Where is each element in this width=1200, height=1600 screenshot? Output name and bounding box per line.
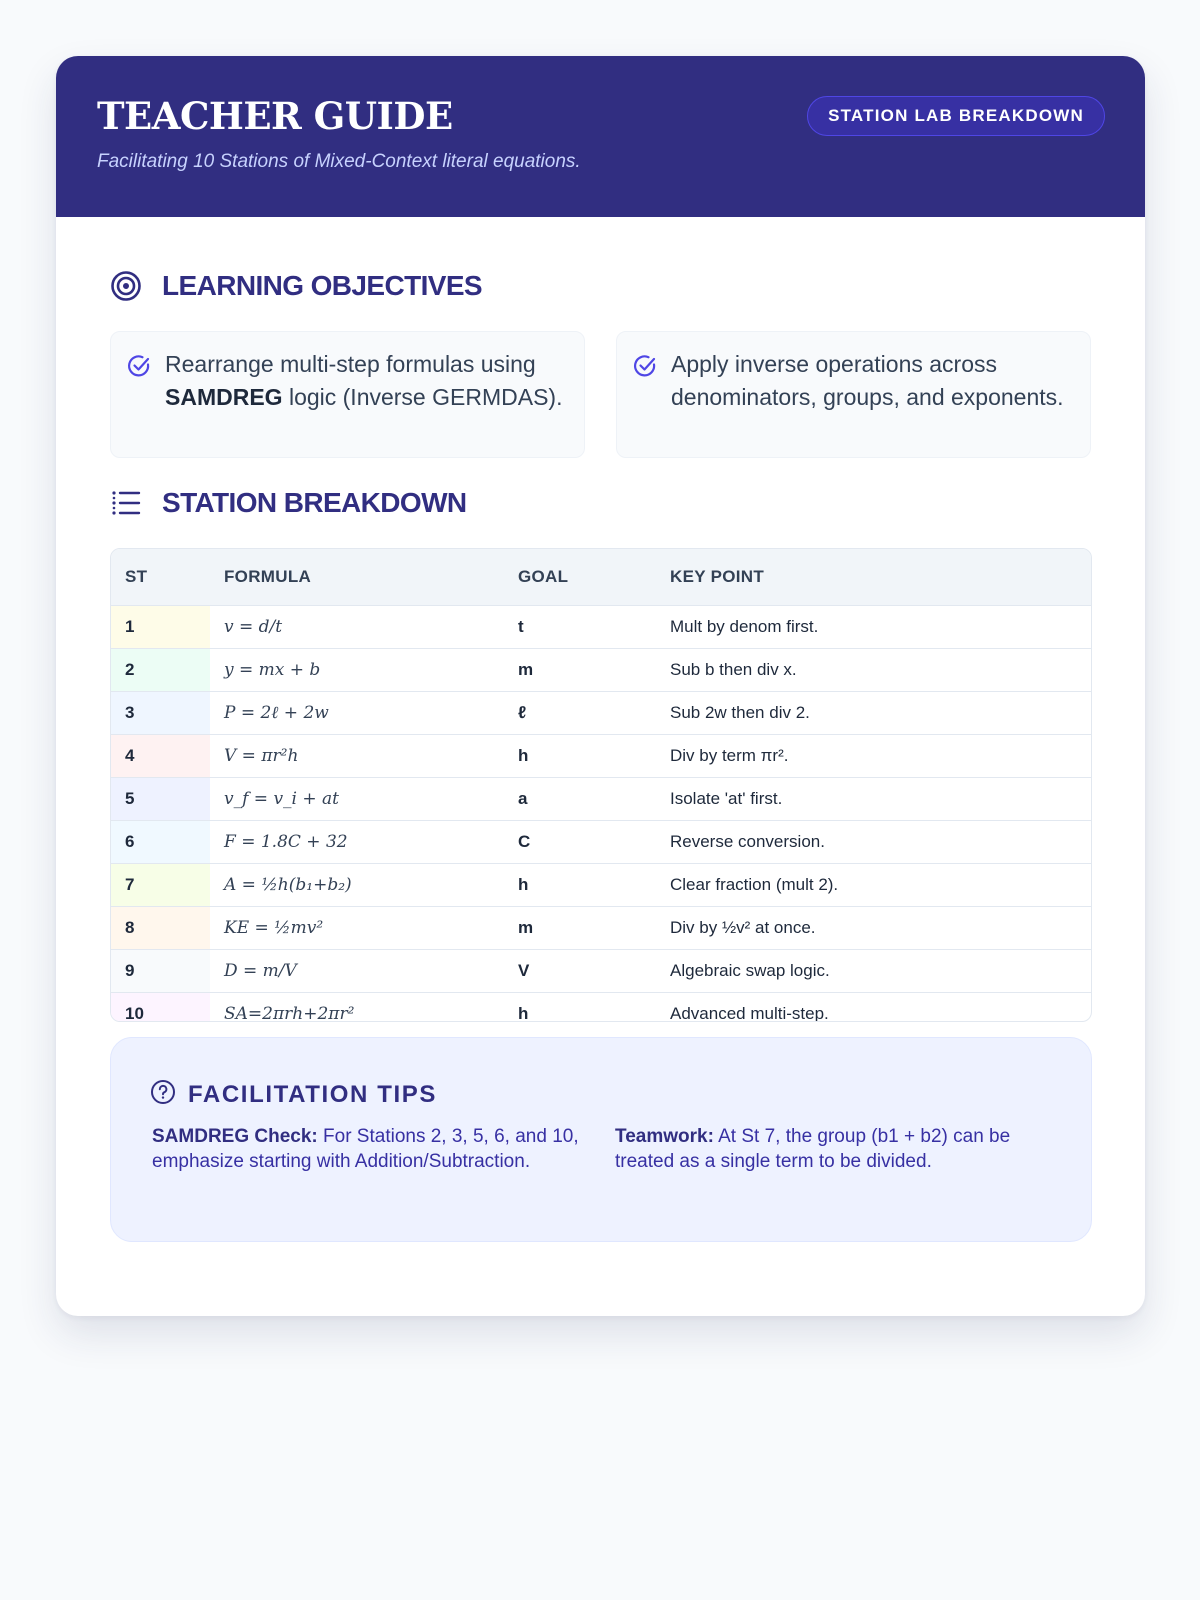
goal-cell: h <box>504 864 656 907</box>
station-lab-badge: STATION LAB BREAKDOWN <box>807 96 1105 136</box>
table-row <box>111 735 1091 778</box>
table-row <box>111 821 1091 864</box>
key-point-cell: Sub 2w then div 2. <box>656 692 1091 735</box>
formula-cell: v = d/t <box>224 617 283 637</box>
formula-cell: v_f = v_i + at <box>210 778 504 821</box>
key-point-cell: Sub b then div x. <box>656 649 1091 692</box>
objective-text: Rearrange multi-step formulas using SAMDREG logic (Inverse GERMDAS). <box>165 351 563 410</box>
goal-cell: m <box>504 907 656 950</box>
formula-cell: A = ½h(b₁+b₂) <box>210 864 504 907</box>
key-point-cell: Mult by denom first. <box>670 617 819 636</box>
formula-cell: V = πr²h <box>210 735 504 778</box>
table-row <box>111 606 1091 649</box>
objectives-title: LEARNING OBJECTIVES <box>162 270 482 301</box>
check-circle-icon <box>632 353 658 388</box>
goal-cell: h <box>504 735 656 778</box>
goal-cell: ℓ <box>504 692 656 735</box>
column-header-formula: FORMULA <box>210 549 504 606</box>
objective-card <box>110 331 585 458</box>
tip-samdreg: SAMDREG Check: For Stations 2, 3, 5, 6, and 10, emphasize starting with Addition/Subtraction. <box>152 1126 579 1172</box>
goal-cell: C <box>504 821 656 864</box>
station-number: 7 <box>111 864 210 907</box>
formula-cell: SA=2πrh+2πr² <box>210 993 504 1023</box>
station-number: 3 <box>111 692 210 735</box>
key-point-cell: Reverse conversion. <box>656 821 1091 864</box>
station-number: 10 <box>111 993 210 1023</box>
column-header-st: ST <box>111 549 210 606</box>
station-table <box>110 548 1092 1022</box>
table-row <box>111 778 1091 821</box>
breakdown-title: STATION BREAKDOWN <box>162 487 467 518</box>
objective-card <box>616 331 1091 458</box>
station-number: 8 <box>111 907 210 950</box>
tips-title: FACILITATION TIPS <box>188 1080 437 1108</box>
target-icon <box>110 270 142 302</box>
objective-text: Apply inverse operations across denominators, groups, and exponents. <box>671 351 1064 410</box>
list-icon <box>110 487 142 519</box>
station-number: 1 <box>111 606 210 649</box>
key-point-cell: Div by ½v² at once. <box>656 907 1091 950</box>
formula-cell: P = 2ℓ + 2w <box>210 692 504 735</box>
key-point-cell: Div by term πr². <box>656 735 1091 778</box>
page-title: TEACHER GUIDE <box>97 94 453 138</box>
facilitation-tips-panel <box>110 1037 1092 1242</box>
formula-cell: F = 1.8C + 32 <box>210 821 504 864</box>
header-banner <box>56 56 1145 217</box>
table-row <box>111 907 1091 950</box>
check-circle-icon <box>126 353 152 388</box>
tips-heading <box>150 1079 437 1110</box>
goal-cell: m <box>504 649 656 692</box>
objectives-heading <box>110 270 482 302</box>
goal-cell: t <box>518 617 524 636</box>
formula-cell: y = mx + b <box>210 649 504 692</box>
key-point-cell: Algebraic swap logic. <box>656 950 1091 993</box>
table-row <box>111 993 1091 1023</box>
column-header-goal: GOAL <box>504 549 656 606</box>
formula-cell: D = m/V <box>210 950 504 993</box>
table-header-row <box>111 549 1091 606</box>
column-header-key-point: KEY POINT <box>656 549 1091 606</box>
table-row <box>111 649 1091 692</box>
key-point-cell: Clear fraction (mult 2). <box>656 864 1091 907</box>
teacher-guide-card <box>56 56 1145 1316</box>
station-number: 6 <box>111 821 210 864</box>
station-number: 5 <box>111 778 210 821</box>
station-number: 2 <box>111 649 210 692</box>
goal-cell: h <box>504 993 656 1023</box>
goal-cell: a <box>504 778 656 821</box>
goal-cell: V <box>504 950 656 993</box>
station-number: 9 <box>111 950 210 993</box>
table-row <box>111 950 1091 993</box>
table-row <box>111 692 1091 735</box>
help-circle-icon <box>150 1079 176 1110</box>
page-subtitle: Facilitating 10 Stations of Mixed-Context literal equations. <box>97 151 581 172</box>
breakdown-heading <box>110 487 467 519</box>
table-row <box>111 864 1091 907</box>
station-number: 4 <box>111 735 210 778</box>
tip-teamwork: Teamwork: At St 7, the group (b1 + b2) can be treated as a single term to be divided. <box>615 1126 1011 1172</box>
key-point-cell: Isolate 'at' first. <box>656 778 1091 821</box>
formula-cell: KE = ½mv² <box>210 907 504 950</box>
key-point-cell: Advanced multi-step. <box>656 993 1091 1023</box>
